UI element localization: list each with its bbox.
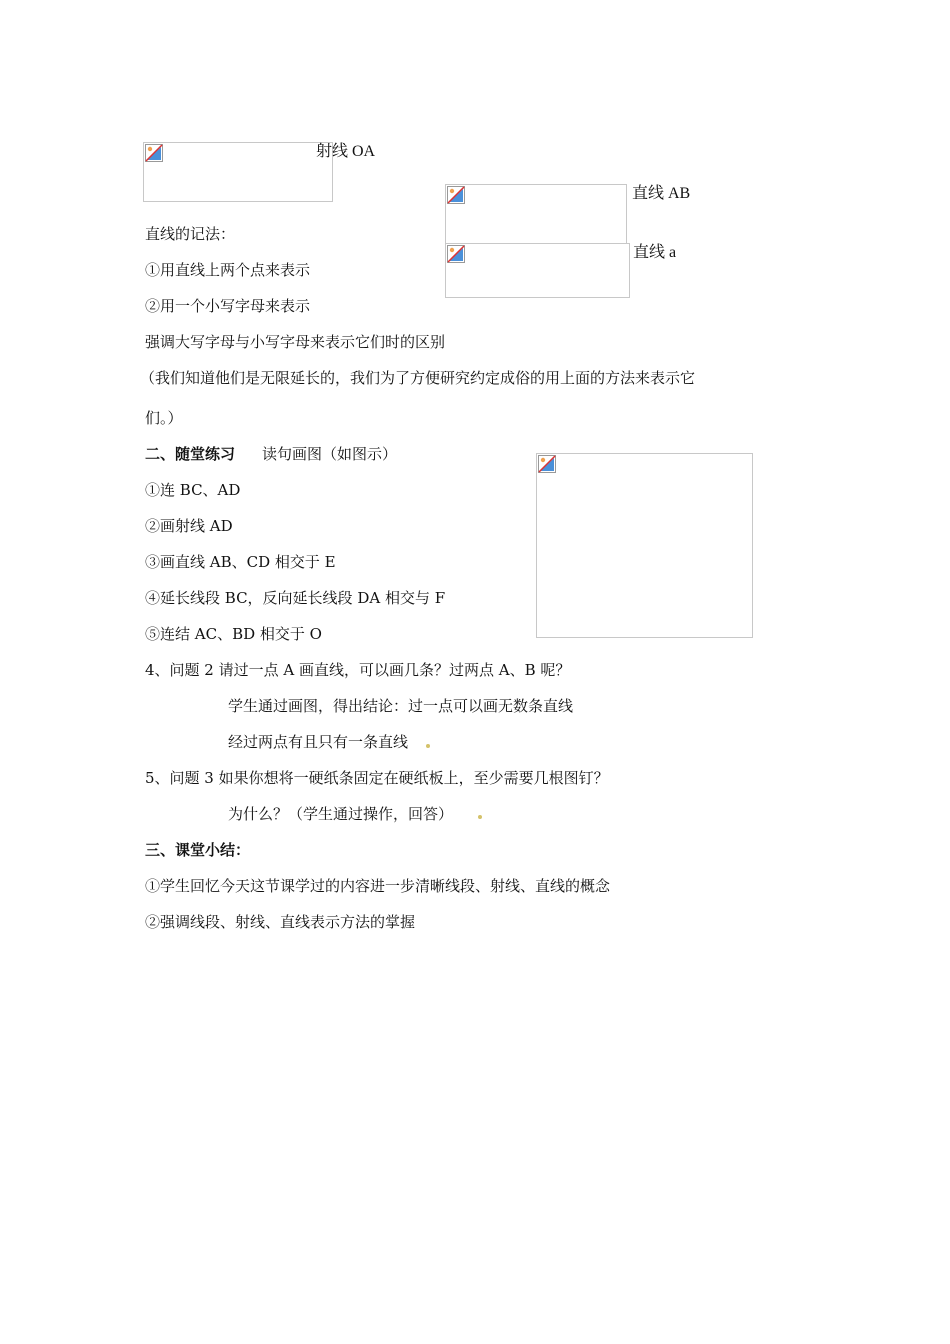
question-2-answer-2: 经过两点有且只有一条直线 <box>228 733 409 751</box>
ray-oa-label: 射线 OA <box>316 143 376 160</box>
practice-figure <box>536 453 753 638</box>
notation-title: 直线的记法： <box>145 225 236 243</box>
practice-item: ①连 BC、AD <box>145 481 241 499</box>
broken-image-icon <box>538 455 556 473</box>
broken-image-icon <box>145 144 163 162</box>
summary-heading: 三、课堂小结： <box>145 841 251 859</box>
practice-item: ④延长线段 BC，反向延长线段 DA 相交与 F <box>145 589 446 607</box>
practice-subheading: 读句画图（如图示） <box>262 445 398 463</box>
notation-note-line-1: （我们知道他们是无限延长的，我们为了方便研究约定成俗的用上面的方法来表示它 <box>140 369 696 387</box>
ray-oa-figure <box>143 142 333 202</box>
practice-item: ③画直线 AB、CD 相交于 E <box>145 553 336 571</box>
notation-note-line-2: 们。） <box>145 409 183 427</box>
notation-emphasis: 强调大写字母与小写字母来表示它们时的区别 <box>145 333 446 351</box>
question-2-answer-1: 学生通过画图，得出结论：过一点可以画无数条直线 <box>228 697 574 715</box>
practice-item: ⑤连结 AC、BD 相交于 O <box>145 625 322 643</box>
summary-item-2: ②强调线段、射线、直线表示方法的掌握 <box>145 913 416 931</box>
practice-item: ②画射线 AD <box>145 517 233 535</box>
question-3-answer: 为什么？（学生通过操作，回答） <box>228 805 454 823</box>
decorative-dot <box>426 744 430 748</box>
notation-item-1: ①用直线上两个点来表示 <box>145 261 311 279</box>
line-ab-figure <box>445 184 627 244</box>
summary-item-1: ①学生回忆今天这节课学过的内容进一步清晰线段、射线、直线的概念 <box>145 877 611 895</box>
notation-item-2: ②用一个小写字母来表示 <box>145 297 311 315</box>
line-a-label: 直线 a <box>633 244 677 261</box>
practice-heading: 二、随堂练习 <box>145 445 236 463</box>
line-ab-label: 直线 AB <box>632 185 691 202</box>
decorative-dot <box>478 815 482 819</box>
broken-image-icon <box>447 245 465 263</box>
question-2: 4、问题 2 请过一点 A 画直线，可以画几条？过两点 A、B 呢？ <box>145 661 571 679</box>
question-3: 5、问题 3 如果你想将一硬纸条固定在硬纸板上，至少需要几根图钉？ <box>145 769 609 787</box>
broken-image-icon <box>447 186 465 204</box>
line-a-figure <box>445 243 630 298</box>
